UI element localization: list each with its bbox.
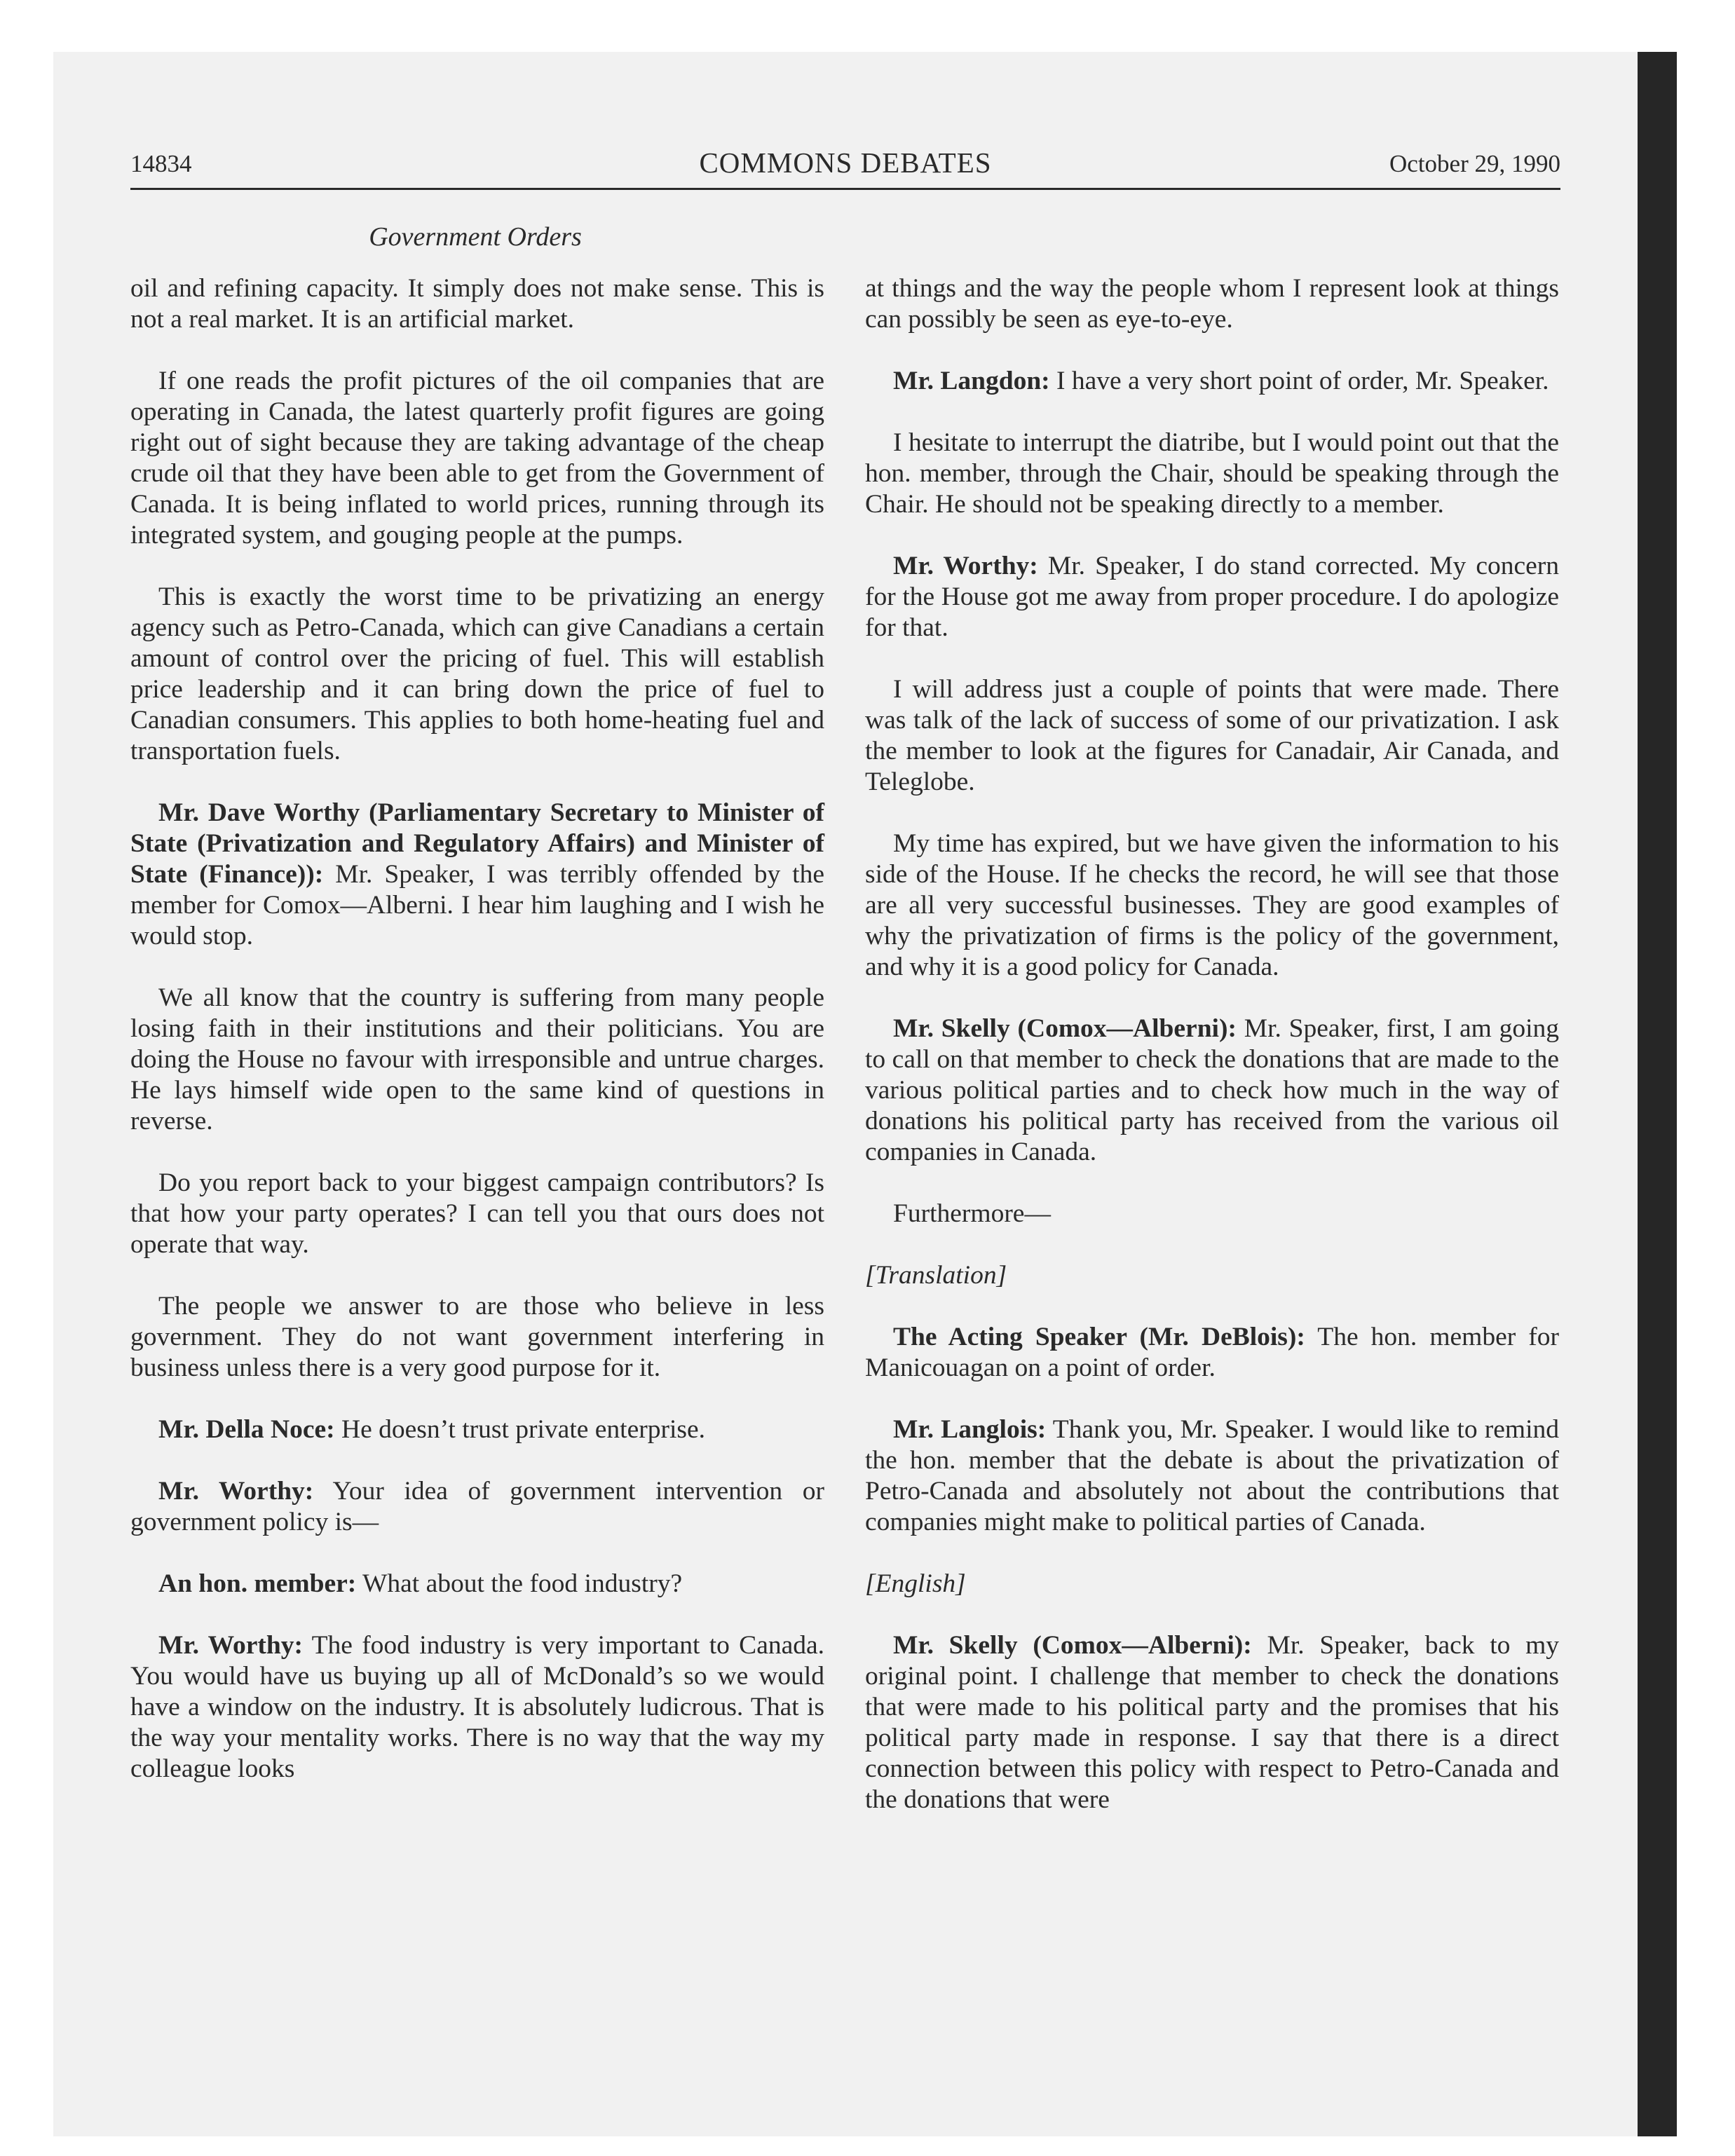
paragraph — [865, 551, 1559, 643]
paragraph-text: [English] — [865, 1569, 966, 1598]
paragraph-text: Your idea of government intervention or government policy is— — [130, 1477, 824, 1536]
paragraph-text: Mr. Speaker, first, I am going to call on that member to check the donations that are made to the various political parties and to check how much in the way of donations his political party has received from the various oil companies in Canada. — [865, 1014, 1559, 1166]
paragraph — [865, 366, 1559, 397]
speaker-name: Mr. Dave Worthy (Parliamentary Secretary to Minister of State (Privatization and Regulatory Affairs) and Minister of State (Finance)): — [130, 798, 824, 889]
speaker-name: Mr. Worthy: — [158, 1631, 303, 1660]
paragraph-text: We all know that the country is suffering from many people losing faith in their institutions and their politicians. You are doing the House no favour with irresponsible and untrue charges. He lays himself wide open to the same kind of questions in reverse. — [130, 983, 824, 1135]
paragraph — [130, 582, 824, 767]
paragraph — [865, 273, 1559, 335]
left-column — [130, 273, 824, 1815]
paragraph-text: This is exactly the worst time to be privatizing an energy agency such as Petro-Canada, which can give Canadians a certain amount of control over the pricing of fuel. This will establish price leadership and it can bring down the price of fuel to Canadian consumers. This applies to both home-heating fuel and transportation fuels. — [130, 582, 824, 765]
paragraph-text: Mr. Speaker, I do stand corrected. My concern for the House got me away from proper procedure. I do apologize for that. — [865, 552, 1560, 642]
paragraph — [865, 828, 1559, 983]
paragraph-text: Furthermore— — [893, 1199, 1051, 1228]
paragraph — [130, 1168, 824, 1260]
page-number: 14834 — [130, 150, 192, 177]
paragraph-text: Mr. Speaker, back to my original point. I challenge that member to check the donations that were made to his political party and the promises that his political party made in response. I say that there is a direct connection between this policy with respect to Petro-Canada and the donations that were — [865, 1631, 1559, 1814]
paragraph — [130, 1476, 824, 1538]
paragraph-text: I will address just a couple of points that were made. There was talk of the lack of success of some of our privatization. I ask the member to look at the figures for Canadair, Air Canada, and Teleglobe. — [865, 675, 1559, 796]
speaker-name: Mr. Skelly (Comox—Alberni): — [893, 1014, 1237, 1043]
speaker-name: Mr. Langlois: — [893, 1415, 1047, 1444]
section-heading: Government Orders — [369, 222, 582, 252]
header-rule — [130, 188, 1560, 190]
speaker-name: An hon. member: — [158, 1569, 357, 1598]
paragraph-text: He doesn’t trust private enterprise. — [341, 1415, 705, 1444]
scan-edge-bar — [1638, 52, 1677, 2136]
paragraph-text: oil and refining capacity. It simply does not make sense. This is not a real market. It is an artificial market. — [130, 274, 824, 334]
speaker-name: Mr. Langdon: — [893, 367, 1050, 395]
running-header — [130, 146, 1560, 188]
paragraph-text: I hesitate to interrupt the diatribe, but I would point out that the hon. member, through the Chair, should be speaking through the Chair. He should not be speaking directly to a member. — [865, 428, 1559, 519]
language-note — [865, 1569, 1559, 1599]
paragraph-text: Thank you, Mr. Speaker. I would like to remind the hon. member that the debate is about the privatization of Petro-Canada and absolutely not about the contributions that companies might make to political parties of Canada. — [865, 1415, 1559, 1536]
speaker-name: Mr. Worthy: — [158, 1477, 314, 1506]
paragraph — [130, 798, 824, 952]
journal-title: COMMONS DEBATES — [699, 146, 992, 179]
paragraph — [865, 1322, 1559, 1384]
speaker-name: Mr. Della Noce: — [158, 1415, 335, 1444]
paragraph — [130, 366, 824, 551]
paragraph-text: [Translation] — [865, 1261, 1007, 1290]
speaker-name: The Acting Speaker (Mr. DeBlois): — [893, 1323, 1305, 1351]
paragraph — [865, 1630, 1559, 1815]
paragraph-text: Mr. Speaker, I was terribly offended by the member for Comox—Alberni. I hear him laughing and I wish he would stop. — [130, 860, 824, 950]
paragraph — [130, 273, 824, 335]
speaker-name: Mr. Skelly (Comox—Alberni): — [893, 1631, 1252, 1660]
paragraph-text: The people we answer to are those who believe in less government. They do not want government interfering in business unless there is a very good purpose for it. — [130, 1292, 824, 1382]
paragraph-text: My time has expired, but we have given the information to his side of the House. If he checks the record, he will see that those are all very successful businesses. They are good examples of why the privatization of firms is the policy of the government, and why it is a good policy for Canada. — [865, 829, 1559, 981]
paragraph — [130, 1630, 824, 1785]
paragraph — [130, 983, 824, 1137]
paragraph-text: at things and the way the people whom I represent look at things can possibly be seen as eye-to-eye. — [865, 274, 1559, 334]
paragraph — [865, 674, 1559, 798]
language-note — [865, 1260, 1559, 1291]
paragraph — [130, 1569, 824, 1599]
paragraph — [130, 1291, 824, 1384]
paragraph-text: Do you report back to your biggest campaign contributors? Is that how your party operates? I can tell you that ours does not operate that way. — [130, 1168, 824, 1259]
header-date: October 29, 1990 — [1389, 150, 1560, 177]
paragraph-text: The hon. member for Manicouagan on a point of order. — [865, 1323, 1560, 1382]
paragraph — [865, 1414, 1559, 1538]
paragraph — [865, 1199, 1559, 1229]
paragraph-text: What about the food industry? — [362, 1569, 683, 1598]
right-column — [865, 273, 1559, 1846]
paragraph — [865, 1014, 1559, 1168]
paragraph-text: If one reads the profit pictures of the oil companies that are operating in Canada, the latest quarterly profit figures are going right out of sight because they are taking advantage of the cheap crude oil that they have been able to get from the Government of Canada. It is being inflated to world prices, running through its integrated system, and gouging people at the pumps. — [130, 367, 824, 550]
paragraph-text: I have a very short point of order, Mr. Speaker. — [1056, 367, 1549, 395]
speaker-name: Mr. Worthy: — [893, 552, 1038, 580]
paragraph — [865, 428, 1559, 520]
paragraph-text: The food industry is very important to Canada. You would have us buying up all of McDonald’s so we would have a window on the industry. It is absolutely ludicrous. That is the way your mentality works. There is no way that the way my colleague looks — [130, 1631, 824, 1783]
paragraph — [130, 1414, 824, 1445]
